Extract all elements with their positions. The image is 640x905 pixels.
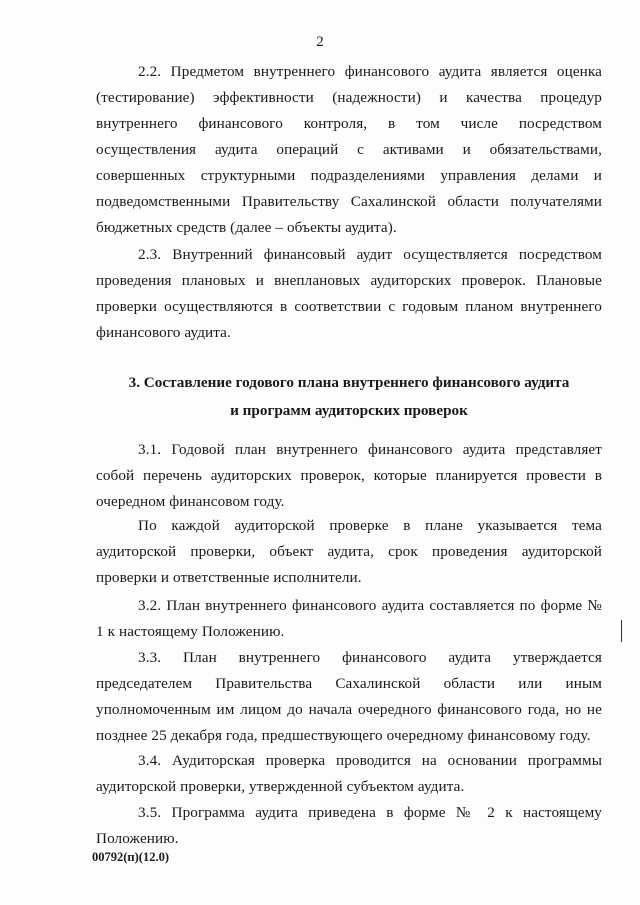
document-code: 00792(п)(12.0) (92, 850, 169, 864)
section-3-heading-line-2: и программ аудиторских проверок (230, 402, 468, 419)
paragraph-3-2: 3.2. План внутреннего финансового аудита составляется по форме № 1 к настоящему Положению. (96, 597, 602, 640)
paragraph-3-5: 3.5. Программа аудита приведена в форме № 2 к настоящему Положению. (96, 804, 602, 847)
paragraph-3-4: 3.4. Аудиторская проверка проводится на основании программы аудиторской проверки, утвержденной субъектом аудита. (96, 752, 602, 795)
section-3-heading-line-1: 3. Составление годового плана внутреннего финансового аудита (128, 374, 570, 391)
paragraph-3-3: 3.3. План внутреннего финансового аудита утверждается председателем Правительства Сахалинской области или иным уполномоченным им лицом до начала очередного финансового года, но не позднее 25 декабря года, предшествующего очередному финансовому году. (96, 649, 602, 744)
paragraph-2-2: 2.2. Предметом внутреннего финансового аудита является оценка (тестирование) эффективности (надежности) и качества процедур внутреннего финансового контроля, в том числе посредством осуществления аудита операций с активами и обязательствами, совершенных структурными подразделениями управления делами и подведомственными Правительству Сахалинской области получателями бюджетных средств (далее – объекты аудита). (96, 63, 602, 236)
paragraph-3-1-continued: По каждой аудиторской проверке в плане указывается тема аудиторской проверки, объект аудита, срок проведения аудиторской проверки и ответственные исполнители. (96, 517, 602, 586)
paragraph-3-1: 3.1. Годовой план внутреннего финансового аудита представляет собой перечень аудиторских проверок, которые планируется провести в очередном финансовом году. (96, 441, 602, 510)
margin-mark (621, 620, 622, 642)
paragraph-2-3: 2.3. Внутренний финансовый аудит осуществляется посредством проведения плановых и внеплановых аудиторских проверок. Плановые проверки осуществляются в соответствии с годовым планом внутреннего финансового аудита. (96, 246, 602, 341)
page-number: 2 (316, 34, 324, 50)
